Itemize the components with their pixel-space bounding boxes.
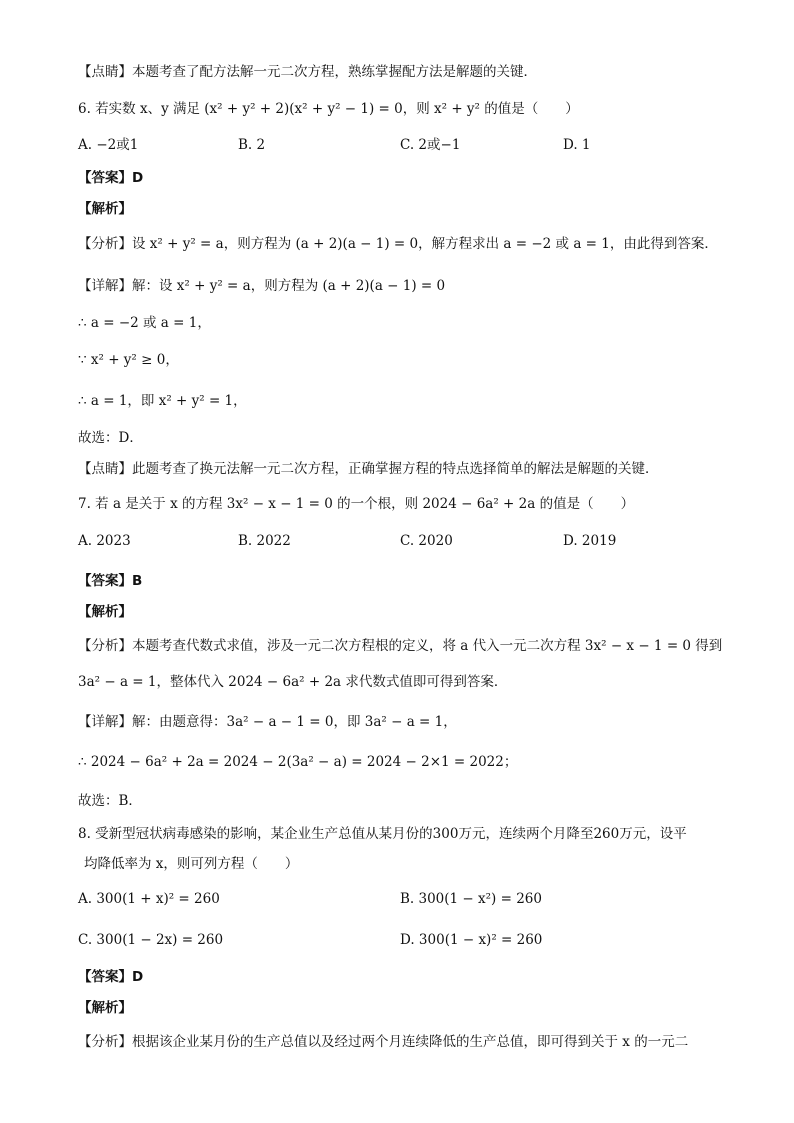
- q7-analysis: 【分析】本题考查代数式求值，涉及一元二次方程根的定义，将 a 代入一元二次方程 3x² − x − 1 = 0 得到: [78, 638, 723, 654]
- q6-comment: 【点睛】此题考查了换元法解一元二次方程，正确掌握方程的特点选择简单的解法是解题的关键．: [78, 461, 659, 477]
- q8-option-d: D. 300(1 − x)² = 260: [400, 932, 543, 948]
- q6-stem: 6. 若实数 x、y 满足 (x² + y² + 2)(x² + y² − 1) = 0，则 x² + y² 的值是（ ）: [78, 101, 579, 117]
- q8-analysis: 【分析】根据该企业某月份的生产总值以及经过两个月连续降低的生产总值，即可得到关于 x 的一元二: [78, 1034, 689, 1050]
- q8-option-b: B. 300(1 − x²) = 260: [400, 891, 542, 907]
- q7-stem: 7. 若 a 是关于 x 的方程 3x² − x − 1 = 0 的一个根，则 2024 − 6a² + 2a 的值是（ ）: [78, 496, 635, 512]
- q8-option-a: A. 300(1 + x)² = 260: [78, 891, 220, 907]
- q7-explanation-heading: 【解析】: [78, 604, 132, 620]
- q7-option-b: B. 2022: [238, 533, 291, 549]
- q7-step-1: ∴ 2024 − 6a² + 2a = 2024 − 2(3a² − a) = 2024 − 2×1 = 2022；: [78, 754, 518, 770]
- q7-choice: 故选：B．: [78, 793, 142, 809]
- q6-choice: 故选：D．: [78, 430, 143, 446]
- q6-option-d: D. 1: [563, 137, 591, 153]
- q6-step-1: ∴ a = −2 或 a = 1，: [78, 315, 211, 331]
- q6-step-3: ∴ a = 1，即 x² + y² = 1，: [78, 393, 247, 409]
- q6-detail: 【详解】解：设 x² + y² = a，则方程为 (a + 2)(a − 1) = 0: [78, 278, 446, 294]
- q8-stem: 8. 受新型冠状病毒感染的影响，某企业生产总值从某月份的300万元，连续两个月降至260万元，设平: [78, 826, 687, 842]
- q6-option-a: A. −2或1: [78, 137, 139, 153]
- q7-option-a: A. 2023: [78, 533, 131, 549]
- q6-explanation-heading: 【解析】: [78, 201, 132, 217]
- q7-detail: 【详解】解：由题意得：3a² − a − 1 = 0，即 3a² − a = 1，: [78, 714, 457, 730]
- q8-answer: 【答案】D: [78, 969, 144, 985]
- q6-option-c: C. 2或−1: [400, 137, 461, 153]
- q7-option-c: C. 2020: [400, 533, 453, 549]
- q8-explanation-heading: 【解析】: [78, 1000, 132, 1016]
- q6-step-2: ∵ x² + y² ≥ 0，: [78, 352, 179, 368]
- q8-stem-cont: 均降低率为 x，则可列方程（ ）: [84, 856, 299, 872]
- q7-option-d: D. 2019: [563, 533, 617, 549]
- q7-analysis-cont: 3a² − a = 1，整体代入 2024 − 6a² + 2a 求代数式值即可得到答案．: [78, 674, 508, 690]
- q6-option-b: B. 2: [238, 137, 266, 153]
- q6-analysis: 【分析】设 x² + y² = a，则方程为 (a + 2)(a − 1) = 0，解方程求出 a = −2 或 a = 1，由此得到答案．: [78, 236, 718, 252]
- q6-answer: 【答案】D: [78, 170, 144, 186]
- q8-option-c: C. 300(1 − 2x) = 260: [78, 932, 224, 948]
- q5-comment: 【点睛】本题考查了配方法解一元二次方程，熟练掌握配方法是解题的关键．: [78, 64, 537, 80]
- q7-answer: 【答案】B: [78, 573, 143, 589]
